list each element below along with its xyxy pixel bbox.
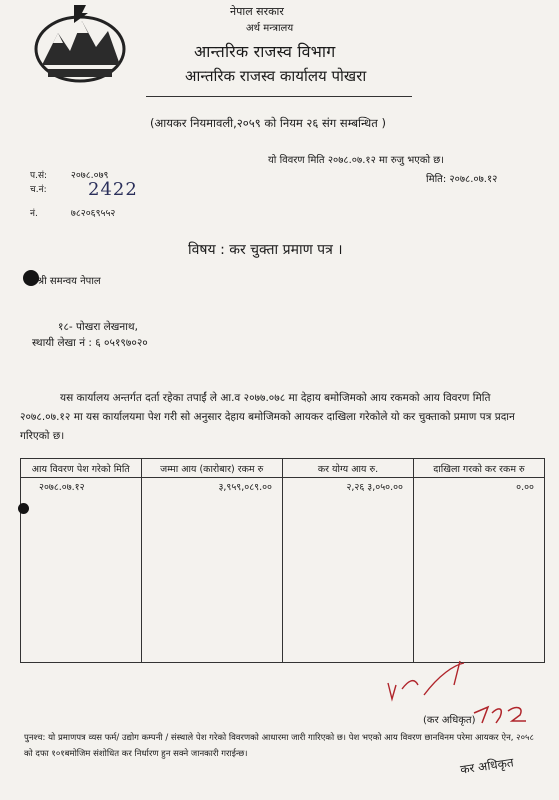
officer-stamp: कर अधिकृत (459, 755, 515, 777)
signature-label: (कर अधिकृत) (423, 715, 476, 726)
rule-reference: (आयकर नियमावली,२०५९ को नियम २६ संग सम्बन्धित ) (150, 116, 386, 130)
address-line1: १८- पोखरा लेखनाथ, (58, 321, 138, 333)
table-cell-date (21, 478, 142, 663)
tax-table (20, 458, 545, 663)
meta-label: प.सं: (30, 171, 48, 181)
date-label: मिति: (426, 174, 447, 185)
header-rule (146, 96, 412, 97)
meta-number (30, 206, 115, 219)
meta-value: ७८२०६९५५२ (70, 208, 116, 219)
submission-line: यो विवरण मिति २०७८.०७.१२ मा रुजु भएको छ। (268, 155, 445, 166)
meta-label: नं. (30, 209, 38, 219)
table-header-row (21, 459, 545, 478)
header-line1: नेपाल सरकार (230, 5, 284, 18)
table-cell-taxable-income: २,२६ ३,०५०.०० (282, 478, 413, 663)
header-line2: अर्थ मन्त्रालय (246, 23, 294, 34)
handwritten-chalan-number: 2422 (88, 179, 138, 200)
table-row (21, 478, 545, 663)
redaction-mark (18, 503, 29, 514)
meta-chalan-number (30, 182, 68, 195)
office-title: आन्तरिक राजस्व कार्यालय पोखरा (185, 67, 367, 85)
department-title: आन्तरिक राजस्व विभाग (194, 42, 336, 61)
meta-value: २०७८.०७९ (70, 170, 109, 181)
table-header-total-income: जम्मा आय (कारोबार) रकम रु (141, 459, 282, 478)
address-line2: स्थायी लेखा नं : ६ ०५१९७०२० (32, 337, 148, 349)
footer-note: पुनश्च: यो प्रमाणपत्र व्यस फर्म/ उद्योग कम्पनी / संस्थाले पेश गरेको विवरणको आधारमा जारी गारिएको छ। पेश भएको आय विवरण छानविनम परेमा आयकर ऐन, २०५८ को दफा १०१बमोजिम संशोधित कर निर्धारण हुन सक्ने जानकारी गराईन्छ। (24, 733, 534, 759)
date-value: २०७८.०७.१२ (449, 174, 498, 185)
subject-line: विषय : कर चुक्ता प्रमाण पत्र । (188, 242, 343, 258)
addressee: श्री समन्वय नेपाल (37, 276, 101, 287)
table-header-submission-date: आय विवरण पेश गरेको मिति (21, 459, 142, 478)
date-line (426, 171, 497, 185)
cell-value: २०७८.०७.१२ (39, 482, 85, 493)
table-cell-total-income: ३,९५९,०८९.०० (141, 478, 282, 663)
body-paragraph: यस कार्यालय अन्तर्गत दर्ता रहेका तपाईं ले आ.व २०७७.०७८ मा देहाय बमोजिमको आय रकमको आय विवरण मिति २०७८.०७.१२ मा यस कार्यालयमा पेश गरी सो अनुसार देहाय बमोजिमको आयकर दाखिला गरेकोले यो कर चुक्ताको प्रमाण पत्र प्रदान गरिएको छ। (20, 392, 515, 442)
table-cell-tax-paid: ०.०० (413, 478, 544, 663)
table-header-tax-paid: दाखिला गरको कर रकम रु (413, 459, 544, 478)
table-header-taxable-income: कर योग्य आय रु. (282, 459, 413, 478)
meta-label: च.नं: (30, 185, 47, 195)
government-emblem-icon (30, 3, 130, 85)
